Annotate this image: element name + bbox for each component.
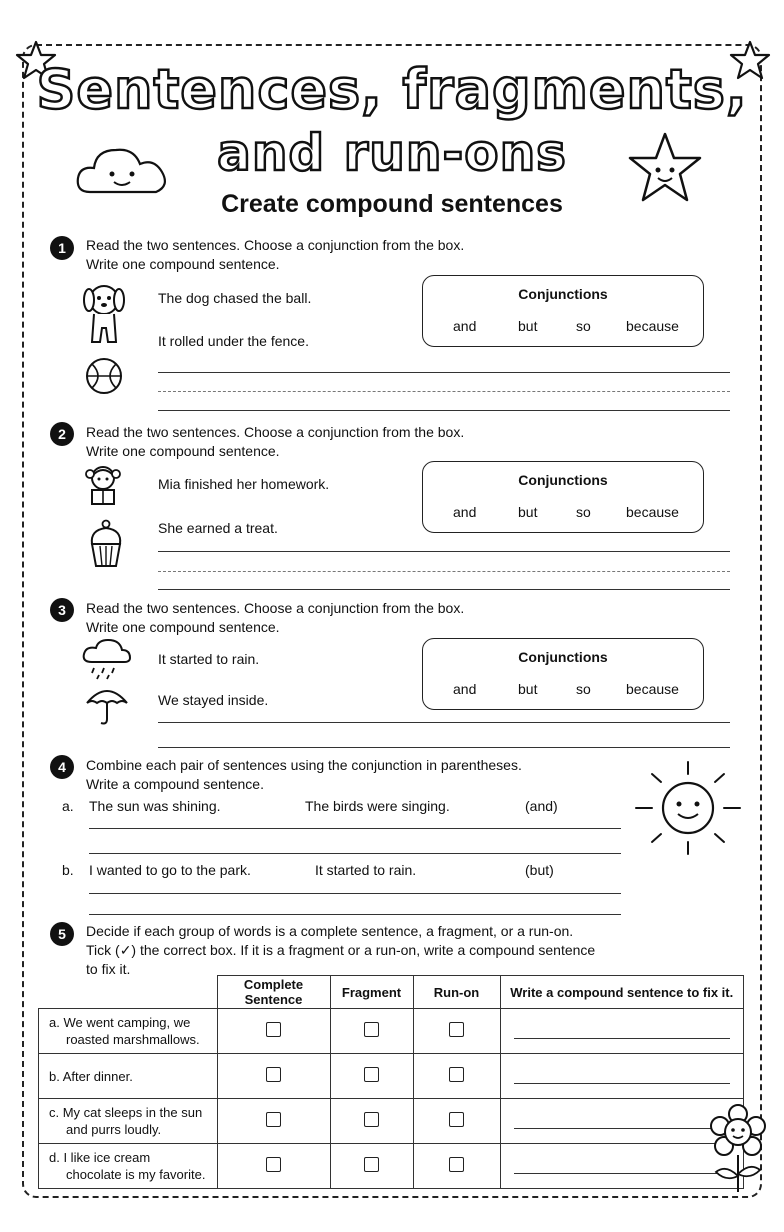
conjunction-word: and bbox=[453, 504, 477, 520]
question-4-item-conjunction: (but) bbox=[525, 862, 554, 878]
conjunction-word: and bbox=[453, 681, 477, 697]
worksheet-title-line2: and run-ons bbox=[217, 124, 567, 182]
table-header-fix: Write a compound sentence to fix it. bbox=[500, 976, 744, 1009]
word-group-line2: and purrs loudly. bbox=[66, 1122, 162, 1137]
question-4-instruction-line2: Write a compound sentence. bbox=[86, 776, 264, 792]
fragment-checkbox[interactable] bbox=[364, 1157, 379, 1172]
question-1-sentence-1: The dog chased the ball. bbox=[158, 290, 312, 306]
question-4-item-sentence-1: The sun was shining. bbox=[89, 798, 221, 814]
question-1-instruction-line2: Write one compound sentence. bbox=[86, 256, 280, 272]
answer-line[interactable] bbox=[89, 828, 621, 829]
flower-icon bbox=[706, 1104, 770, 1194]
answer-line[interactable] bbox=[158, 747, 730, 748]
word-group-cell bbox=[39, 1054, 218, 1099]
answer-line[interactable] bbox=[158, 372, 730, 373]
word-group-cell bbox=[39, 1009, 218, 1054]
question-2-instruction-line2: Write one compound sentence. bbox=[86, 443, 280, 459]
complete-sentence-checkbox[interactable] bbox=[266, 1022, 281, 1037]
sun-icon bbox=[632, 758, 744, 860]
word-group-line2: roasted marshmallows. bbox=[66, 1032, 200, 1047]
question-3-instruction-line1: Read the two sentences. Choose a conjunction from the box. bbox=[86, 600, 465, 616]
table-row bbox=[39, 1144, 744, 1189]
question-2-sentence-1: Mia finished her homework. bbox=[158, 476, 330, 492]
question-2-sentence-2: She earned a treat. bbox=[158, 520, 278, 536]
table-row bbox=[39, 1009, 744, 1054]
word-group-cell bbox=[39, 1144, 218, 1189]
question-5-instruction-line3: to fix it. bbox=[86, 961, 131, 977]
conjunction-word: so bbox=[576, 318, 591, 334]
rain-cloud-icon bbox=[80, 638, 132, 680]
question-2-number: 2 bbox=[50, 422, 74, 446]
conjunction-word: because bbox=[626, 681, 679, 697]
fragment-checkbox[interactable] bbox=[364, 1022, 379, 1037]
girl-reading-icon bbox=[80, 462, 126, 508]
cupcake-icon bbox=[86, 518, 126, 570]
conjunction-box bbox=[422, 461, 704, 533]
conjunction-word: because bbox=[626, 318, 679, 334]
question-4-number: 4 bbox=[50, 755, 74, 779]
conjunction-word: so bbox=[576, 681, 591, 697]
answer-line[interactable] bbox=[89, 914, 621, 915]
table-header-complete: Complete Sentence bbox=[217, 976, 330, 1009]
fix-answer-line[interactable] bbox=[514, 1083, 731, 1084]
question-1-number: 1 bbox=[50, 236, 74, 260]
conjunction-box-title: Conjunctions bbox=[518, 649, 608, 665]
smiling-star-icon bbox=[620, 130, 710, 210]
word-group-line1: a. We went camping, we bbox=[49, 1015, 191, 1030]
conjunction-box bbox=[422, 638, 704, 710]
question-4-item-letter: b. bbox=[62, 862, 74, 878]
fragment-checkbox[interactable] bbox=[364, 1067, 379, 1082]
run-on-checkbox[interactable] bbox=[449, 1067, 464, 1082]
conjunction-word: so bbox=[576, 504, 591, 520]
word-group-line2: chocolate is my favorite. bbox=[66, 1167, 206, 1182]
question-2-instruction-line1: Read the two sentences. Choose a conjunction from the box. bbox=[86, 424, 465, 440]
run-on-checkbox[interactable] bbox=[449, 1112, 464, 1127]
dog-icon bbox=[80, 278, 128, 348]
question-3-instruction-line2: Write one compound sentence. bbox=[86, 619, 280, 635]
word-group-line1: b. After dinner. bbox=[49, 1068, 133, 1084]
word-group-line1: d. I like ice cream bbox=[49, 1150, 151, 1165]
answer-line[interactable] bbox=[89, 853, 621, 854]
table-header-runon: Run-on bbox=[413, 976, 500, 1009]
table-header-row bbox=[39, 976, 744, 1009]
guide-line bbox=[158, 391, 730, 392]
run-on-checkbox[interactable] bbox=[449, 1022, 464, 1037]
umbrella-icon bbox=[84, 685, 130, 727]
fix-answer-line[interactable] bbox=[514, 1128, 731, 1129]
conjunction-box bbox=[422, 275, 704, 347]
fix-answer-line[interactable] bbox=[514, 1038, 731, 1039]
fragment-checkbox[interactable] bbox=[364, 1112, 379, 1127]
question-4-item-sentence-2: The birds were singing. bbox=[305, 798, 450, 814]
question-4-item-letter: a. bbox=[62, 798, 74, 814]
conjunction-word: but bbox=[518, 318, 538, 334]
question-5-instruction-line2: Tick (✓) the correct box. If it is a fragment or a run-on, write a compound sentence bbox=[86, 942, 596, 958]
question-4-item-conjunction: (and) bbox=[525, 798, 558, 814]
question-3-sentence-1: It started to rain. bbox=[158, 651, 260, 667]
complete-sentence-checkbox[interactable] bbox=[266, 1112, 281, 1127]
answer-line[interactable] bbox=[158, 410, 730, 411]
sentence-type-table bbox=[38, 975, 744, 1189]
question-4-instruction-line1: Combine each pair of sentences using the conjunction in parentheses. bbox=[86, 757, 522, 773]
question-5-instruction-line1: Decide if each group of words is a complete sentence, a fragment, or a run-on. bbox=[86, 923, 574, 939]
fix-answer-line[interactable] bbox=[514, 1173, 731, 1174]
conjunction-word: and bbox=[453, 318, 477, 334]
conjunction-box-title: Conjunctions bbox=[518, 286, 608, 302]
table-header-fragment: Fragment bbox=[330, 976, 413, 1009]
run-on-checkbox[interactable] bbox=[449, 1157, 464, 1172]
question-1-instruction-line1: Read the two sentences. Choose a conjunction from the box. bbox=[86, 237, 465, 253]
answer-line[interactable] bbox=[158, 551, 730, 552]
worksheet-title-line1: Sentences, fragments, bbox=[36, 58, 748, 121]
conjunction-box-title: Conjunctions bbox=[518, 472, 608, 488]
cloud-icon bbox=[72, 140, 172, 200]
question-4-item-sentence-1: I wanted to go to the park. bbox=[89, 862, 251, 878]
answer-line[interactable] bbox=[89, 893, 621, 894]
ball-icon bbox=[84, 356, 124, 396]
question-4-item-sentence-2: It started to rain. bbox=[315, 862, 417, 878]
table-header-empty bbox=[39, 976, 218, 1009]
complete-sentence-checkbox[interactable] bbox=[266, 1157, 281, 1172]
question-3-number: 3 bbox=[50, 598, 74, 622]
word-group-line1: c. My cat sleeps in the sun bbox=[49, 1105, 203, 1120]
answer-line[interactable] bbox=[158, 722, 730, 723]
conjunction-word: but bbox=[518, 681, 538, 697]
complete-sentence-checkbox[interactable] bbox=[266, 1067, 281, 1082]
question-1-sentence-2: It rolled under the fence. bbox=[158, 333, 309, 349]
guide-line bbox=[158, 571, 730, 572]
table-row bbox=[39, 1099, 744, 1144]
worksheet-subtitle: Create compound sentences bbox=[221, 190, 563, 218]
question-5-number: 5 bbox=[50, 922, 74, 946]
word-group-cell bbox=[39, 1099, 218, 1144]
table-row bbox=[39, 1054, 744, 1099]
question-3-sentence-2: We stayed inside. bbox=[158, 692, 269, 708]
answer-line[interactable] bbox=[158, 589, 730, 590]
conjunction-word: but bbox=[518, 504, 538, 520]
conjunction-word: because bbox=[626, 504, 679, 520]
